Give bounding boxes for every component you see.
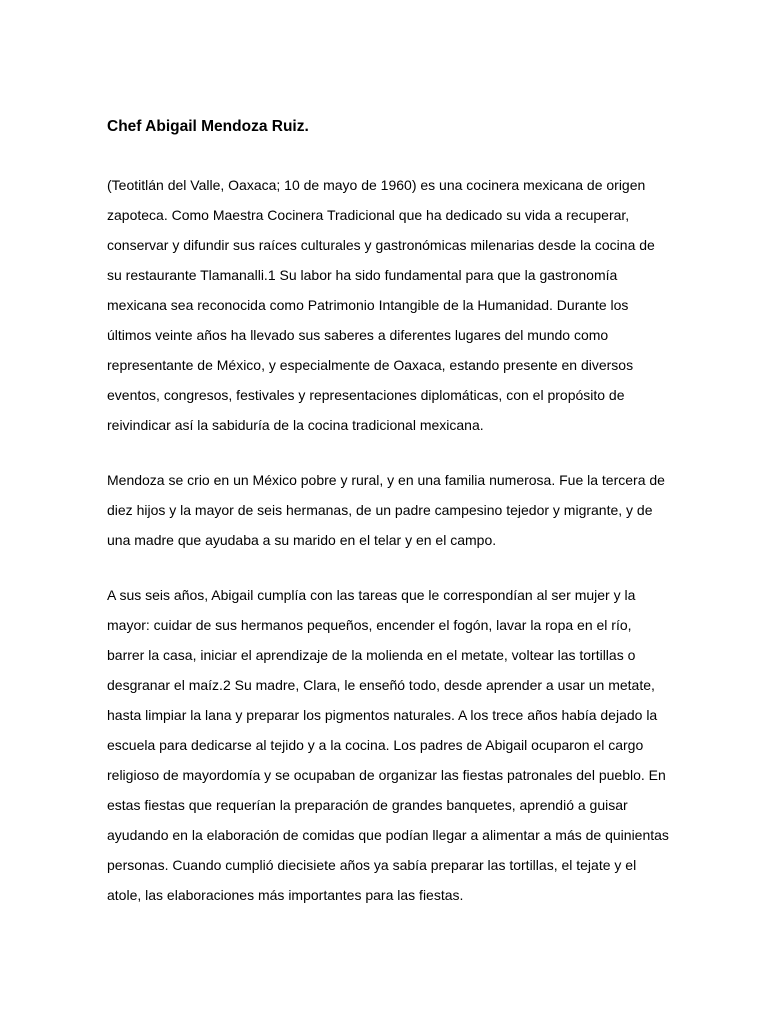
paragraph-line: conservar y difundir sus raíces culturales y gastronómicas milenarias desde la cocina de xyxy=(107,237,655,253)
paragraph-line: ayudando en la elaboración de comidas que podían llegar a alimentar a más de quinientas xyxy=(107,827,669,843)
paragraph-line: hasta limpiar la lana y preparar los pigmentos naturales. A los trece años había dejado la xyxy=(107,707,658,723)
paragraph-line: zapoteca. Como Maestra Cocinera Tradicional que ha dedicado su vida a recuperar, xyxy=(107,207,630,223)
paragraph-family xyxy=(107,465,707,555)
paragraph-line: reivindicar así la sabiduría de la cocina tradicional mexicana. xyxy=(107,417,484,433)
paragraph-line: barrer la casa, iniciar el aprendizaje de la molienda en el metate, voltear las tortillas o xyxy=(107,647,636,663)
paragraph-line: mexicana sea reconocida como Patrimonio Intangible de la Humanidad. Durante los xyxy=(107,297,629,313)
paragraph-line: representante de México, y especialmente de Oaxaca, estando presente en diversos xyxy=(107,357,634,373)
document-title: Chef Abigail Mendoza Ruiz. xyxy=(107,118,309,135)
paragraph-line: Mendoza se crio en un México pobre y rural, y en una familia numerosa. Fue la tercera de xyxy=(107,472,665,488)
paragraph-line: escuela para dedicarse al tejido y a la cocina. Los padres de Abigail ocuparon el cargo xyxy=(107,737,644,753)
paragraph-line: su restaurante Tlamanalli.1 Su labor ha sido fundamental para que la gastronomía xyxy=(107,267,618,283)
paragraph-line: A sus seis años, Abigail cumplía con las tareas que le correspondían al ser mujer y la xyxy=(107,587,636,603)
paragraph-line: eventos, congresos, festivales y representaciones diplomáticas, con el propósito de xyxy=(107,387,625,403)
paragraph-line: últimos veinte años ha llevado sus saberes a diferentes lugares del mundo como xyxy=(107,327,609,343)
paragraph-line: una madre que ayudaba a su marido en el telar y en el campo. xyxy=(107,532,497,548)
paragraph-line: (Teotitlán del Valle, Oaxaca; 10 de mayo de 1960) es una cocinera mexicana de origen xyxy=(107,177,646,193)
paragraph-line: diez hijos y la mayor de seis hermanas, de un padre campesino tejedor y migrante, y de xyxy=(107,502,653,518)
paragraph-line: religioso de mayordomía y se ocupaban de organizar las fiestas patronales del pueblo. En xyxy=(107,767,666,783)
paragraph-childhood xyxy=(107,580,707,910)
paragraph-line: mayor: cuidar de sus hermanos pequeños, encender el fogón, lavar la ropa en el río, xyxy=(107,617,632,633)
paragraph-biography-intro xyxy=(107,170,707,440)
paragraph-line: estas fiestas que requerían la preparación de grandes banquetes, aprendió a guisar xyxy=(107,797,628,813)
paragraph-line: desgranar el maíz.2 Su madre, Clara, le enseñó todo, desde aprender a usar un metate, xyxy=(107,677,655,693)
paragraph-line: personas. Cuando cumplió diecisiete años ya sabía preparar las tortillas, el tejate y el xyxy=(107,857,637,873)
paragraph-line: atole, las elaboraciones más importantes para las fiestas. xyxy=(107,887,464,903)
